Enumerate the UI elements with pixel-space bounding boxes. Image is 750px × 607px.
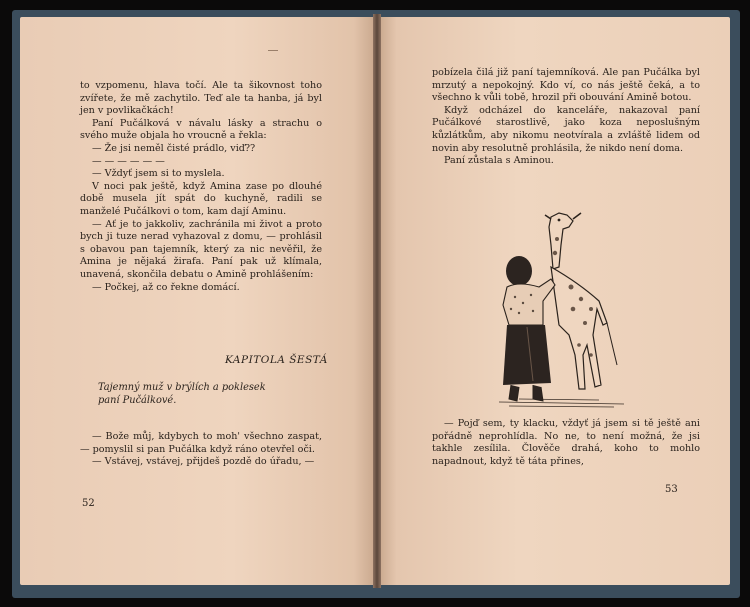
right-text-top [432,67,700,168]
right-text-bottom [432,418,700,468]
paragraph: — Ať je to jakkoliv, zachránila mi život a proto bych ji tuze nerad vyhazoval z domu, — prohlásil s obavou pan tajemník, který za nic nevěřil, že Amina je nějaká žirafa. Paní pak už klímala, unavená, skončila debatu o Amině prohlášením: [80,218,322,280]
page-number: 52 [82,498,95,509]
paragraph: — Že jsi neměl čisté prádlo, viď?? [92,142,256,154]
paragraph: — Bože můj, kdybych to moh' všechno zaspat, — pomyslil si pan Pučálka když ráno otevřel oči. [80,431,322,455]
paragraph: Když odcházel do kanceláře, nakazoval paní Pučálkové starostlivě, jako koza neposlušným kůzlátkům, aby nikomu neotvírala a zvláště lidem od novin aby resolutně prohlásila, že nikdo není doma. [432,104,700,154]
paragraph: — Vždyť jsem si to myslela. [92,168,225,180]
chapter-subtitle: Tajemný muž v brýlích a poklesek paní Pučálkové. [98,382,266,406]
right-page [379,17,730,585]
paragraph: — Pojď sem, ty klacku, vždyť já jsem si tě ještě ani pořádně neprohlídla. No ne, to není možná, že jsi takhle zesílila. Člověče drahá, koho to mohlo napadnout, když tě táta přines, [432,418,700,467]
left-text-bottom [80,431,322,469]
woman-with-giraffe-illustration [489,205,634,410]
paragraph: to vzpomenu, hlava točí. Ale ta šikovnost toho zvířete, že mě zachytilo. Teď ale ta hanba, já byl jen v povlikačkách! [80,80,322,117]
paragraph: Paní zůstala s Aminou. [444,155,554,167]
paragraph: — Vstávej, vstávej, přijdeš pozdě do úřadu, — [92,456,315,468]
paragraph: Paní Pučálková v návalu lásky a strachu o svého muže objala ho vroucně a řekla: [80,117,322,142]
page-mark [268,50,278,51]
paragraph: — — — — — — [92,155,165,167]
giraffe [545,213,617,389]
left-page [20,17,375,585]
ground-hatching [499,399,624,407]
paragraph: pobízela čilá již paní tajemníková. Ale pan Pučálka byl mrzutý a nepokojný. Kdo ví, co nás ještě čeká, a to všechno k vůli tobě, hrozil při obouvání Amině botou. [432,67,700,104]
left-text-top [80,80,322,294]
book-spine-gutter [373,14,381,588]
chapter-title: KAPITOLA ŠESTÁ [225,354,328,366]
paragraph: V noci pak ještě, když Amina zase po dlouhé době musela jít spát do kuchyně, radili se manželé Pučálkovi o tom, kam dají Aminu. [80,180,322,217]
page-number: 53 [665,484,678,495]
paragraph: — Počkej, až co řekne domácí. [92,281,240,293]
woman [503,256,555,401]
